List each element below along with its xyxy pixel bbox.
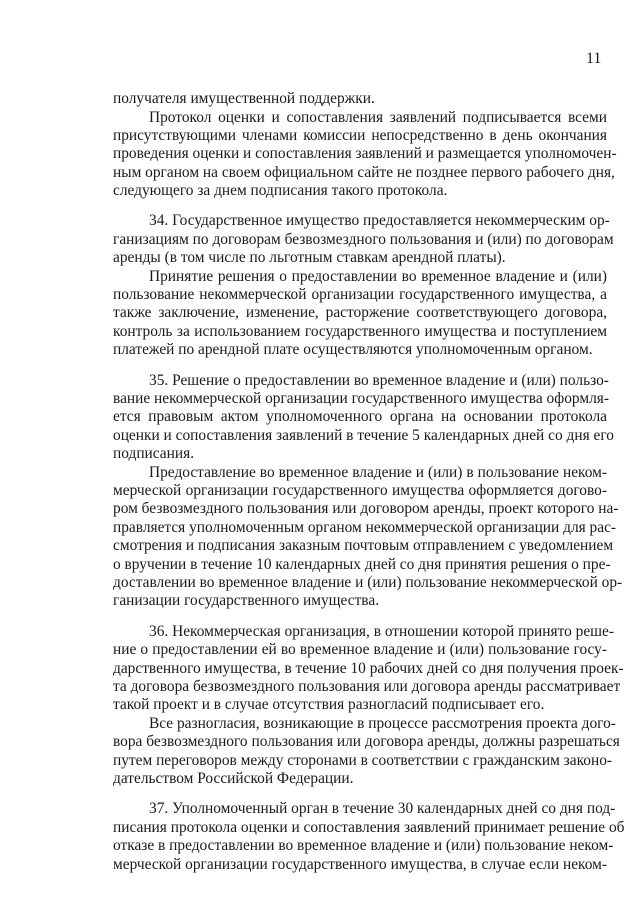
text-line: аренды (в том числе по льготным ставкам арендной платы).	[113, 249, 506, 266]
text-line: ным органом на своем официальном сайте не позднее первого рабочего дня,	[113, 164, 615, 181]
text-line: ние о предоставлении ей во временное владение и (или) пользование госу-	[113, 641, 607, 658]
text-line: Предоставление во временное владение и (или) в пользование неком-	[149, 464, 607, 481]
text-line: оценки и сопоставления заявлений в течение 5 календарных дней со дня его	[113, 427, 614, 444]
text-line: подписания.	[113, 445, 195, 462]
section-34-start: 34. Государственное имущество предоставляется некоммерческим ор-	[149, 212, 610, 229]
page-number: 11	[586, 50, 602, 67]
text-line: мерческой организации государственного имущества, в случае если неком-	[113, 856, 607, 873]
text-line: путем переговоров между сторонами в соответствии с гражданским законо-	[113, 752, 613, 769]
text-line: ется правовым актом уполномоченного органа на основании протокола	[113, 408, 607, 425]
text-line: смотрения и подписания заказным почтовым отправлением с уведомлением	[113, 537, 614, 554]
text-line: также заключение, изменение, расторжение соответствующего договора,	[113, 304, 607, 321]
text-line: Принятие решения о предоставлении во временное владение и (или)	[149, 268, 607, 285]
text-line: дарственного имущества, в течение 10 рабочих дней со дня получения проек-	[113, 660, 624, 677]
text-line: следующего за днем подписания такого протокола.	[113, 182, 448, 199]
text-line: платежей по арендной плате осуществляются уполномоченным органом.	[113, 341, 593, 358]
text-line: отказе в предоставлении во временное владение и (или) пользование неком-	[113, 837, 614, 854]
text-line: Все разногласия, возникающие в процессе рассмотрения проекта дого-	[149, 715, 616, 732]
text-line: проведения оценки и сопоставления заявлений и размещается уполномочен-	[113, 145, 617, 162]
text-line: о вручении в течение 10 календарных дней со дня принятия решения о пре-	[113, 556, 611, 573]
text-line: Протокол оценки и сопоставления заявлений подписывается всеми	[149, 109, 607, 126]
text-line: мерческой организации государственного имущества оформляется догово-	[113, 482, 607, 499]
text-line: получателя имущественной поддержки.	[113, 90, 375, 107]
text-line: пользование некоммерческой организации государственного имущества, а	[113, 286, 607, 303]
section-35-start: 35. Решение о предоставлении во временное владение и (или) пользо-	[149, 372, 609, 389]
text-line: та договора безвозмездного пользования или договора аренды рассматривает	[113, 678, 621, 695]
text-line: такой проект и в случае отсутствия разногласий подписывает его.	[113, 696, 545, 713]
text-line: правляется уполномоченным органом некоммерческой организации для рас-	[113, 519, 617, 536]
section-37-start: 37. Уполномоченный орган в течение 30 календарных дней со дня под-	[149, 800, 616, 817]
text-line: дательством Российской Федерации.	[113, 770, 354, 787]
text-line: присутствующими членами комиссии непосредственно в день окончания	[113, 127, 607, 144]
text-line: ром безвозмездного пользования или договором аренды, проект которого на-	[113, 500, 619, 517]
text-line: ганизациям по договорам безвозмездного пользования и (или) по договорам	[113, 231, 614, 248]
section-36-start: 36. Некоммерческая организация, в отношении которой принято реше-	[149, 623, 614, 640]
text-line: вание некоммерческой организации государственного имущества оформля-	[113, 390, 609, 407]
text-line: писания протокола оценки и сопоставления заявлений принимает решение об	[113, 819, 625, 836]
text-line: контроль за использованием государственного имущества и поступлением	[113, 323, 607, 340]
text-line: доставлении во временное владение и (или) пользование некоммерческой ор-	[113, 574, 623, 591]
text-line: ганизации государственного имущества.	[113, 592, 380, 609]
text-line: вора безвозмездного пользования или договора аренды, должны разрешаться	[113, 733, 620, 750]
